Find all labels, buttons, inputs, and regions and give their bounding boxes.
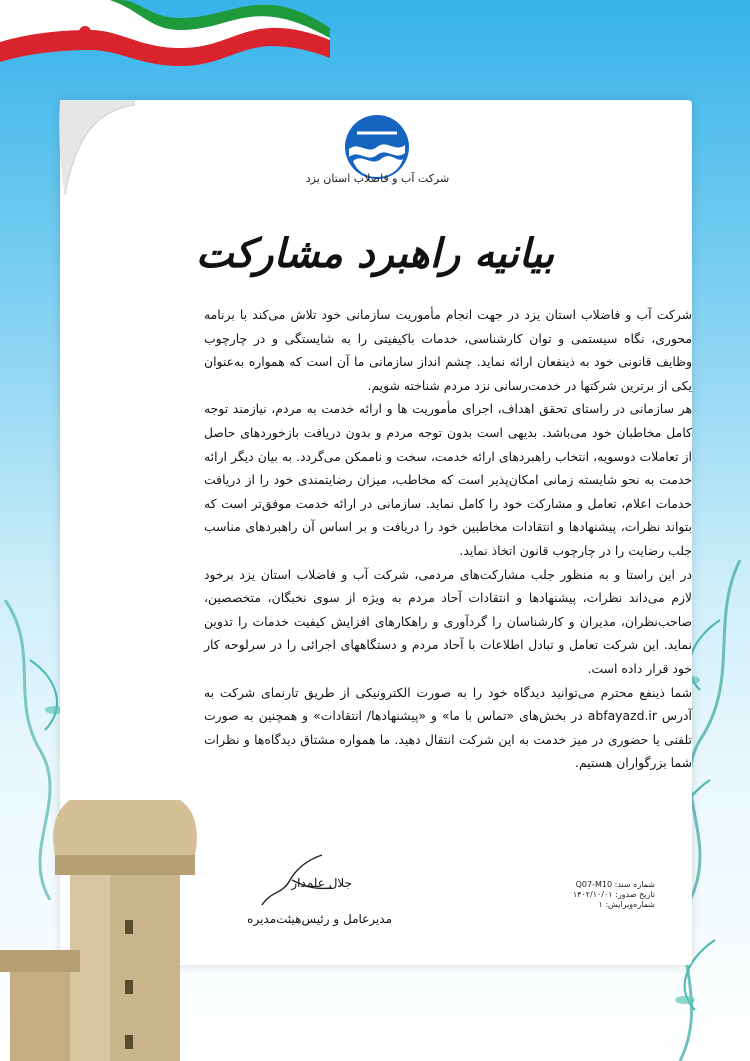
page-curl-decoration	[55, 100, 135, 200]
paragraph-3: در این راستا و به منظور جلب مشارکت‌های مردمی، شرکت آب و فاضلاب استان یزد برخود لازم می‌داند نظرات، پیشنهادها و انتقادات آحاد مردم به ویژه از سوی نخبگان، متخصصین، صاحب‌نظران، مدیران و کارشناسان را گردآوری و راهکارهای افزایش کیفیت خدمات را تدوین نماید. این شرکت تعامل و تبادل اطلاعات با آحاد مردم و دستگاههای اجرائی را در سرلوحه کار خود قرار داده است.	[204, 566, 692, 676]
paragraph-4: شما ذینفع محترم می‌توانید دیدگاه خود را به صورت الکترونیکی از طریق تارنمای شرکت به آدرس abfayazd.ir در بخش‌های «تماس با ما» و «پیشنهادها/ انتقادات» و همچنین به صورت تلفنی یا حضوری در میز خدمت به این شرکت انتقال دهید. ما همواره مشتاق دیدگاه‌ها و نظرات شما بزرگواران هستیم.	[204, 684, 692, 771]
iran-flag-decoration	[0, 0, 330, 70]
document-issue-date: تاریخ صدور: ۱۴۰۲/۱۰/۰۱	[572, 890, 655, 899]
signatory-role: مدیرعامل و رئیس‌هیئت‌مدیره	[247, 912, 392, 926]
company-logo-icon	[343, 113, 411, 181]
document-code: شماره سند: Q07-M10	[575, 880, 655, 889]
paragraph-1: شرکت آب و فاضلاب استان یزد در جهت انجام مأموریت سازمانی خود تلاش می‌کند با برنامه محوری، نگاه سیستمی و توان کارشناسی، خدمات باکیفیتی را به شایستگی و در چارچوب وظایف قانونی خود به ذینفعان ارائه نماید. چشم انداز سازمانی ما آن است که همواره به‌عنوان یکی از برترین شرکتها در خدمت‌رسانی نزد مردم شناخته شویم.	[204, 307, 692, 393]
company-name: شرکت آب و فاضلاب استان یزد	[305, 172, 450, 185]
document-revision: شماره‌ویرایش: ۱	[598, 900, 655, 909]
page-title: بیانیه راهبرد مشارکت	[195, 230, 555, 277]
letter-body	[204, 303, 692, 775]
paragraph-2: هر سازمانی در راستای تحقق اهداف، اجرای مأموریت ها و ارائه خدمت به مردم، نیازمند توجه کامل مخاطبان خود می‌باشد. بدیهی است بدون توجه مردم و بدون دریافت بازخوردهای حاصل از تعاملات دوسویه، انتخاب راهبردهای ارائه خدمت، سخت و ناممکن می‌گردد. به بیان دیگر ارائه خدمت به نحو شایسته زمانی امکان‌پذیر است که مخاطب، میزان رضایتمندی خود را از دریافت خدمات اعلام، تعامل و مشارکت خود را کامل نماید. سازمانی در ارائه خدمت موفق‌تر است که بتواند نظرات، پیشنهادها و انتقادات مخاطبین خود را دریافت و بر اساس آن راهبردهای مناسب جلب رضایت را در چارچوب قانون اتخاذ نماید.	[204, 401, 692, 558]
document-metadata	[535, 880, 655, 910]
water-tower-image	[0, 800, 250, 1061]
signatory-name: جلال علمدار	[291, 876, 352, 890]
